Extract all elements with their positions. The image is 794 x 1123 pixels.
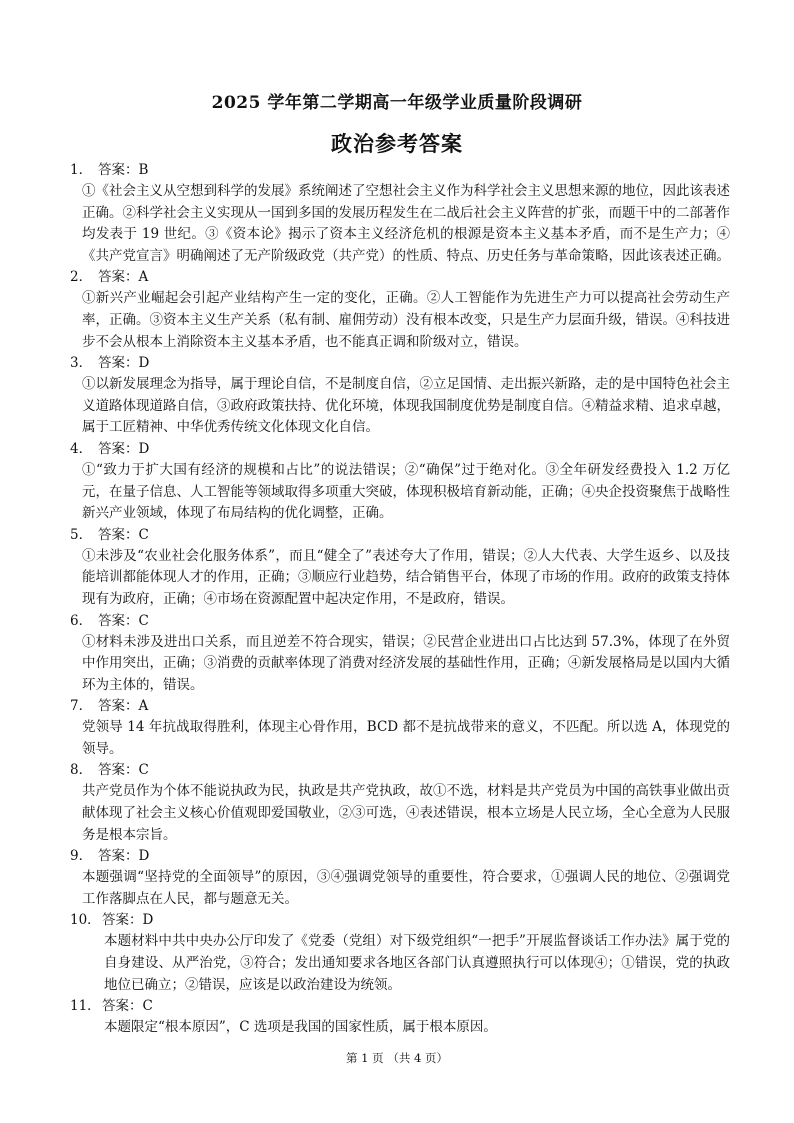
question-item-2: [70, 267, 730, 353]
answer-line: [70, 525, 730, 546]
question-item-7: [70, 696, 730, 760]
answer-line: [70, 846, 730, 867]
explanation-text: ①未涉及“农业社会化服务体系”，而且“健全了”表述夸大了作用，错误；②人大代表、大学生返乡、以及技能培训都能体现人才的作用，正确；③顺应行业趋势，结合销售平台，体现了市场的作用。政府的政策支持体现有为政府，正确；④市场在资源配置中起决定作用，不是政府，错误。: [82, 547, 730, 607]
answer-line: [70, 611, 730, 632]
page-subtitle: 政治参考答案: [331, 131, 463, 156]
answer-list: [70, 160, 730, 1039]
answer-text: 答案：D: [98, 440, 150, 457]
question-item-6: [70, 611, 730, 697]
explanation-text: ①《社会主义从空想到科学的发展》系统阐述了空想社会主义作为科学社会主义思想来源的地位，因此该表述正确。②科学社会主义实现从一国到多国的发展历程发生在二战后社会主义阵营的扩张，而题干中的二部著作均发表于 19 世纪。③《资本论》揭示了资本主义经济危机的根源是资本主义基本矛盾，而不是生产力；④《共产党宣言》明确阐述了无产阶级政党（共产党）的性质、特点、历史任务与革命策略，因此该表述正确。: [82, 183, 730, 264]
answer-text: 答案：C: [98, 762, 149, 779]
explanation-text: ①“致力于扩大国有经济的规模和占比”的说法错误；②“确保”过于绝对化。③全年研发经费投入 1.2 万亿元，在量子信息、人工智能等领域取得多项重大突破，体现积极培育新动能，正确；④央企投资聚焦于战略性新兴产业领域，体现了布局结构的优化调整，正确。: [82, 461, 730, 522]
question-number: 9．: [70, 848, 93, 865]
question-item-5: [70, 525, 730, 611]
question-number: 8．: [70, 762, 93, 779]
answer-line: [70, 353, 730, 374]
explanation-text: ①以新发展理念为指导，属于理论自信，不是制度自信，②立足国情、走出振兴新路，走的是中国特色社会主义道路体现道路自信，③政府政策扶持、优化环境，体现我国制度优势是制度自信。④精益求精、追求卓越，属于工匠精神、中华优秀传统文化体现文化自信。: [82, 376, 730, 436]
page-title: 2025 学年第二学期高一年级学业质量阶段调研: [211, 93, 583, 113]
answer-text: 答案：D: [102, 912, 154, 929]
answer-text: 答案：C: [102, 998, 153, 1015]
explanation-text: 本题限定“根本原因”，C 选项是我国的国家性质，属于根本原因。: [104, 1019, 497, 1036]
question-item-9: [70, 846, 730, 910]
explanation-text: ①材料未涉及进出口关系，而且逆差不符合现实，错误；②民营企业进出口占比达到 57.3%，体现了在外贸中作用突出，正确；③消费的贡献率体现了消费对经济发展的基础性作用，正确；④新发展格局是以国内大循环为主体的，错误。: [82, 633, 730, 693]
question-number: 6．: [70, 612, 93, 629]
answer-text: 答案：A: [98, 698, 149, 715]
answer-line: [70, 160, 730, 181]
answer-line: [70, 439, 730, 460]
explanation-text: ①新兴产业崛起会引起产业结构产生一定的变化，正确。②人工智能作为先进生产力可以提高社会劳动生产率，正确。③资本主义生产关系（私有制、雇佣劳动）没有根本改变，只是生产力层面升级，错误。④科技进步不会从根本上消除资本主义基本矛盾，也不能真正调和阶级对立，错误。: [82, 290, 730, 350]
answer-line: [70, 996, 730, 1017]
question-item-4: [70, 439, 730, 525]
question-number: 2．: [70, 269, 93, 286]
explanation-text: 党领导 14 年抗战取得胜利，体现主心骨作用，BCD 都不是抗战带来的意义，不匹配。所以选 A，体现党的领导。: [82, 719, 730, 757]
answer-line: [70, 267, 730, 288]
explanation-text: 共产党员作为个体不能说执政为民，执政是共产党执政，故①不选，材料是共产党员为中国的高铁事业做出贡献体现了社会主义核心价值观即爱国敬业，②③可选，④表述错误，根本立场是人民立场，全心全意为人民服务是根本宗旨。: [82, 783, 730, 843]
answer-text: 答案：D: [98, 355, 150, 372]
question-item-8: [70, 760, 730, 846]
question-item-11: [70, 996, 730, 1039]
question-number: 3．: [70, 355, 93, 372]
question-number: 10．: [70, 912, 101, 929]
explanation-text: 本题材料中共中央办公厅印发了《党委（党组）对下级党组织“一把手”开展监督谈话工作办法》属于党的自身建设、从严治党，③符合；发出通知要求各地区各部门认真遵照执行可以体现④；①错误，党的执政地位已确立；②错误，应该是以政治建设为统领。: [104, 933, 730, 993]
question-number: 7．: [70, 698, 93, 715]
answer-line: [70, 760, 730, 781]
question-number: 11．: [70, 998, 101, 1015]
answer-line: [70, 910, 730, 931]
question-item-1: [70, 160, 730, 267]
answer-text: 答案：C: [98, 526, 149, 543]
explanation-text: 本题强调“坚持党的全面领导”的原因，③④强调党领导的重要性，符合要求，①强调人民的地位、②强调党工作落脚点在人民，都与题意无关。: [82, 869, 730, 907]
question-number: 4．: [70, 440, 93, 457]
question-number: 5．: [70, 526, 93, 543]
answer-text: 答案：C: [98, 612, 149, 629]
page-footer: 第 1 页 （共 4 页）: [346, 1051, 448, 1065]
answer-line: [70, 696, 730, 717]
question-item-3: [70, 353, 730, 439]
answer-text: 答案：B: [98, 162, 149, 178]
question-number: 1．: [70, 162, 93, 178]
answer-text: 答案：D: [98, 848, 150, 865]
question-item-10: [70, 910, 730, 996]
answer-text: 答案：A: [98, 269, 149, 286]
